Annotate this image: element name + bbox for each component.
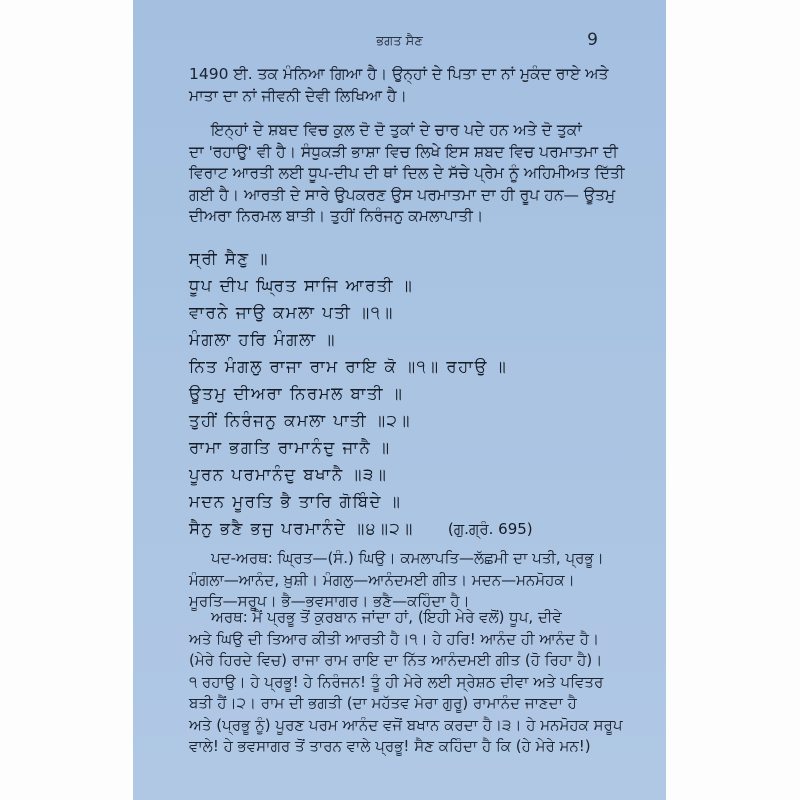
shabad-verses bbox=[189, 245, 626, 543]
scripture-reference: (ਗੁ.ਗ੍ਰੰ. 695) bbox=[447, 520, 533, 538]
text-line: ਵਿਰਾਟ ਆਰਤੀ ਲਈ ਧੂਪ-ਦੀਪ ਦੀ ਥਾਂ ਦਿਲ ਦੇ ਸੱਚੇ ਪ੍ਰੇਮ ਨੂੰ ਅਹਿਮੀਅਤ ਦਿੱਤੀ bbox=[189, 164, 625, 182]
verse-line: ਮੰਗਲਾ ਹਰਿ ਮੰਗਲਾ ॥ bbox=[189, 330, 336, 349]
glossary-paragraph bbox=[189, 548, 638, 613]
text-line: ਅਤੇ ਘਿਉ ਦੀ ਤਿਆਰ ਕੀਤੀ ਆਰਤੀ ਹੈ।੧। ਹੇ ਹਰਿ! ਆਨੰਦ ਹੀ ਆਨੰਦ ਹੈ। bbox=[189, 629, 600, 648]
running-title: ਭਗਤ ਸੈਣ bbox=[376, 34, 423, 49]
meaning-paragraph bbox=[189, 607, 638, 758]
text-line: ਦੀਅਰਾ ਨਿਰਮਲ ਬਾਤੀ। ਤੁਹੀਂ ਨਿਰੰਜਨੁ ਕਮਲਾਪਾਤੀ। bbox=[189, 207, 484, 225]
verse-line: ਨਿਤ ਮੰਗਲੁ ਰਾਜਾ ਰਾਮ ਰਾਇ ਕੋ ॥੧॥ ਰਹਾਉ ॥ bbox=[189, 357, 508, 376]
text-line: ਦਾ 'ਰਹਾਉ' ਵੀ ਹੈ। ਸੰਧੁਕੜੀ ਭਾਸ਼ਾ ਵਿਚ ਲਿਖੇ ਇਸ ਸ਼ਬਦ ਵਿਚ ਪਰਮਾਤਮਾ ਦੀ bbox=[189, 142, 618, 161]
text-line: ਮਾਤਾ ਦਾ ਨਾਂ ਜੀਵਨੀ ਦੇਵੀ ਲਿਖਿਆ ਹੈ। bbox=[189, 86, 407, 105]
verse-line: ਮਦਨ ਮੂਰਤਿ ਭੈ ਤਾਰਿ ਗੋਬਿੰਦੇ ॥ bbox=[189, 492, 402, 511]
page-number: 9 bbox=[587, 30, 598, 50]
verse-line-last bbox=[189, 515, 626, 543]
verse-line: ਪੂਰਨ ਪਰਮਾਨੰਦੁ ਬਖਾਨੈ ॥੩॥ bbox=[189, 465, 388, 484]
verse-line: ਵਾਰਨੇ ਜਾਉ ਕਮਲਾ ਪਤੀ ॥੧॥ bbox=[189, 303, 394, 322]
verse-line: ਊਤਮੁ ਦੀਅਰਾ ਨਿਰਮਲ ਬਾਤੀ ॥ bbox=[189, 384, 404, 403]
text-line: ਵਾਲੇ! ਹੇ ਭਵਸਾਗਰ ਤੋਂ ਤਾਰਨ ਵਾਲੇ ਪ੍ਰਭੂ! ਸੈਣ ਕਹਿੰਦਾ ਹੈ ਕਿ (ਹੇ ਮੇਰੇ ਮਨ!) bbox=[189, 737, 591, 755]
shabad-description-paragraph bbox=[189, 120, 638, 228]
text-line: ੧ ਰਹਾਉ। ਹੇ ਪ੍ਰਭੂ! ਹੇ ਨਿਰੰਜਨ! ਤੂੰ ਹੀ ਮੇਰੇ ਲਈ ਸ੍ਰੇਸ਼ਠ ਦੀਵਾ ਅਤੇ ਪਵਿਤਰ bbox=[189, 672, 604, 691]
verse-line: ਤੁਹੀਂ ਨਿਰੰਜਨੁ ਕਮਲਾ ਪਾਤੀ ॥੨॥ bbox=[189, 411, 411, 430]
verse-text: ਸੈਨੁ ਭਣੈ ਭਜੁ ਪਰਮਾਨੰਦੇ ॥੪॥੨॥ bbox=[189, 519, 414, 538]
text-line: ਮੂਰਤਿ—ਸਰੂਪ। ਭੈ—ਭਵਸਾਗਰ। ਭਣੈ—ਕਹਿੰਦਾ ਹੈ। bbox=[189, 592, 470, 610]
text-line: (ਮੇਰੇ ਹਿਰਦੇ ਵਿਚ) ਰਾਜਾ ਰਾਮ ਰਾਇ ਦਾ ਨਿੱਤ ਆਨੰਦਮਈ ਗੀਤ (ਹੋ ਰਿਹਾ ਹੈ)। bbox=[189, 651, 603, 669]
verse-line: ਸ੍ਰੀ ਸੈਣੁ ॥ bbox=[189, 249, 270, 268]
intro-paragraph bbox=[189, 64, 638, 107]
verse-line: ਰਾਮਾ ਭਗਤਿ ਰਾਮਾਨੰਦੁ ਜਾਨੈ ॥ bbox=[189, 438, 391, 457]
text-line: 1490 ਈ. ਤਕ ਮੰਨਿਆ ਗਿਆ ਹੈ। ਉਨ੍ਹਾਂ ਦੇ ਪਿਤਾ ਦਾ ਨਾਂ ਮੁਕੰਦ ਰਾਏ ਅਤੇ bbox=[189, 65, 609, 83]
verse-line: ਧੂਪ ਦੀਪ ਘ੍ਰਿਤ ਸਾਜਿ ਆਰਤੀ ॥ bbox=[189, 276, 414, 295]
text-line: ਬਤੀ ਹੈਂ।੨। ਰਾਮ ਦੀ ਭਗਤੀ (ਦਾ ਮਹੱਤਵ ਮੇਰਾ ਗੁਰੂ) ਰਾਮਾਨੰਦ ਜਾਣਦਾ ਹੈ bbox=[189, 694, 577, 712]
text-line: ਇਨ੍ਹਾਂ ਦੇ ਸ਼ਬਦ ਵਿਚ ਕੁਲ ਦੋ ਦੋ ਤੁਕਾਂ ਦੇ ਚਾਰ ਪਦੇ ਹਨ ਅਤੇ ਦੋ ਤੁਕਾਂ bbox=[211, 121, 582, 139]
text-line: ਅਰਥ: ਮੈਂ ਪ੍ਰਭੂ ਤੋਂ ਕੁਰਬਾਨ ਜਾਂਦਾ ਹਾਂ, (ਇਹੀ ਮੇਰੇ ਵਲੋਂ) ਧੂਪ, ਦੀਵੇ bbox=[211, 608, 562, 626]
text-line: ਮੰਗਲਾ—ਆਨੰਦ, ਖ਼ੁਸ਼ੀ। ਮੰਗਲੁ—ਆਨੰਦਮਈ ਗੀਤ। ਮਦਨ—ਮਨਮੋਹਕ। bbox=[189, 570, 575, 589]
text-line: ਅਤੇ (ਪ੍ਰਭੂ ਨੂੰ) ਪੂਰਣ ਪਰਮ ਆਨੰਦ ਵਜੋਂ ਬਖਾਨ ਕਰਦਾ ਹੈ।੩। ਹੇ ਮਨਮੋਹਕ ਸਰੂਪ bbox=[189, 715, 623, 734]
text-line: ਗਈ ਹੈ। ਆਰਤੀ ਦੇ ਸਾਰੇ ਉਪਕਰਣ ਉਸ ਪਰਮਾਤਮਾ ਦਾ ਹੀ ਰੂਪ ਹਨ— ਊਤਮੁ bbox=[189, 185, 616, 204]
text-line: ਪਦ-ਅਰਥ: ਘ੍ਰਿਤ—(ਸੰ.) ਘਿਉ। ਕਮਲਾਪਤਿ—ਲੱਛਮੀ ਦਾ ਪਤੀ, ਪ੍ਰਭੂ। bbox=[211, 549, 604, 567]
book-page bbox=[133, 0, 666, 800]
